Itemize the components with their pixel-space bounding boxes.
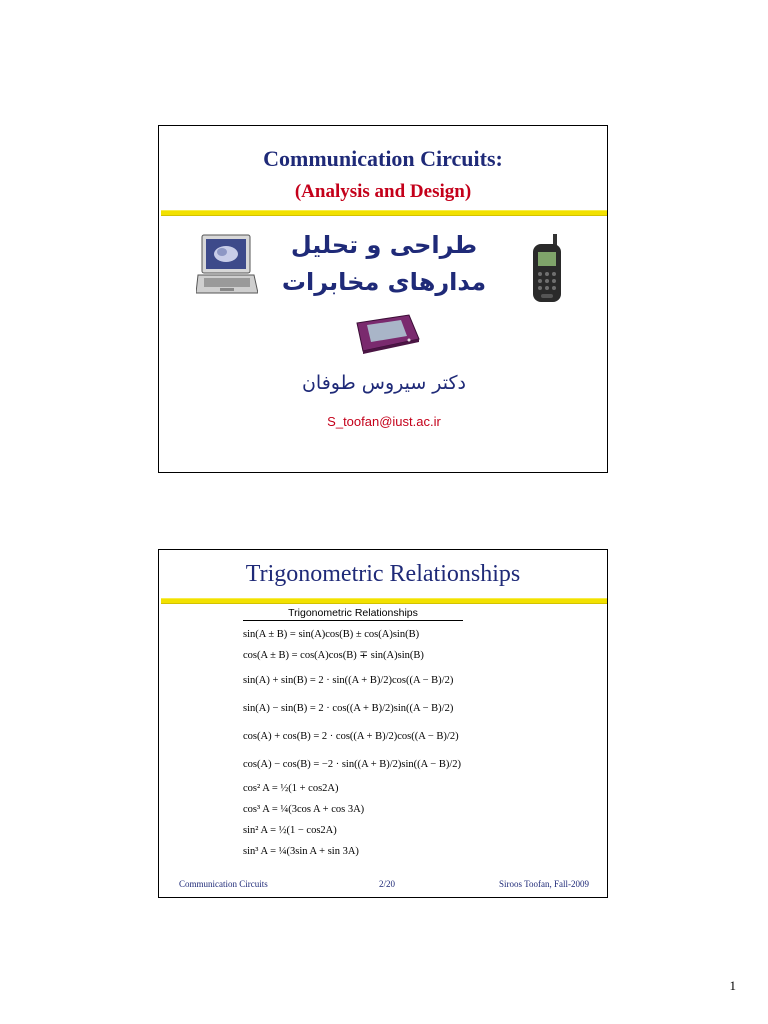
- title-divider: [161, 598, 607, 604]
- formula-line: sin² A = ½(1 − cos2A): [243, 825, 337, 837]
- footer-slide-number: 2/20: [379, 879, 396, 889]
- persian-title-line-1: طراحی و تحلیل: [290, 231, 478, 259]
- footer-course-name: Communication Circuits: [179, 879, 268, 889]
- formula-line: cos³ A = ¼(3cos A + cos 3A): [243, 804, 365, 816]
- formula-line: sin(A) − sin(B) = 2 · cos((A + B)/2)sin((A − B)/2): [243, 702, 454, 714]
- formula-line: sin³ A = ¼(3sin A + sin 3A): [243, 846, 359, 858]
- pda-device-image: [349, 309, 421, 355]
- formula-table: [243, 607, 463, 863]
- author-name: دکتر سیروس طوفان: [301, 372, 467, 394]
- persian-title-line-2: مدارهای مخابرات: [281, 268, 487, 296]
- formula-line: cos² A = ½(1 + cos2A): [243, 783, 339, 795]
- laptop-image: [196, 231, 258, 303]
- formula-line: cos(A) − cos(B) = −2 · sin((A + B)/2)sin((A − B)/2): [243, 758, 461, 770]
- title-divider: [161, 210, 607, 216]
- slide-1-subtitle: (Analysis and Design): [294, 181, 472, 202]
- mobile-phone-image: [529, 234, 565, 304]
- page-number: 1: [729, 978, 736, 993]
- slide-2-title: Trigonometric Relationships: [245, 561, 521, 587]
- footer-author: Siroos Toofan, Fall-2009: [499, 879, 589, 889]
- slide-1: [158, 125, 608, 473]
- slide-1-title: Communication Circuits:: [263, 146, 503, 171]
- author-email: S_toofan@iust.ac.ir: [327, 414, 441, 429]
- formula-line: cos(A) + cos(B) = 2 · cos((A + B)/2)cos((A − B)/2): [243, 730, 459, 742]
- formula-line: sin(A) + sin(B) = 2 · sin((A + B)/2)cos((A − B)/2): [243, 674, 454, 686]
- formula-table-heading: Trigonometric Relationships: [243, 607, 463, 621]
- formula-line: sin(A ± B) = sin(A)cos(B) ± cos(A)sin(B): [243, 629, 420, 641]
- slide-2: [158, 549, 608, 898]
- formula-line: cos(A ± B) = cos(A)cos(B) ∓ sin(A)sin(B): [243, 650, 424, 662]
